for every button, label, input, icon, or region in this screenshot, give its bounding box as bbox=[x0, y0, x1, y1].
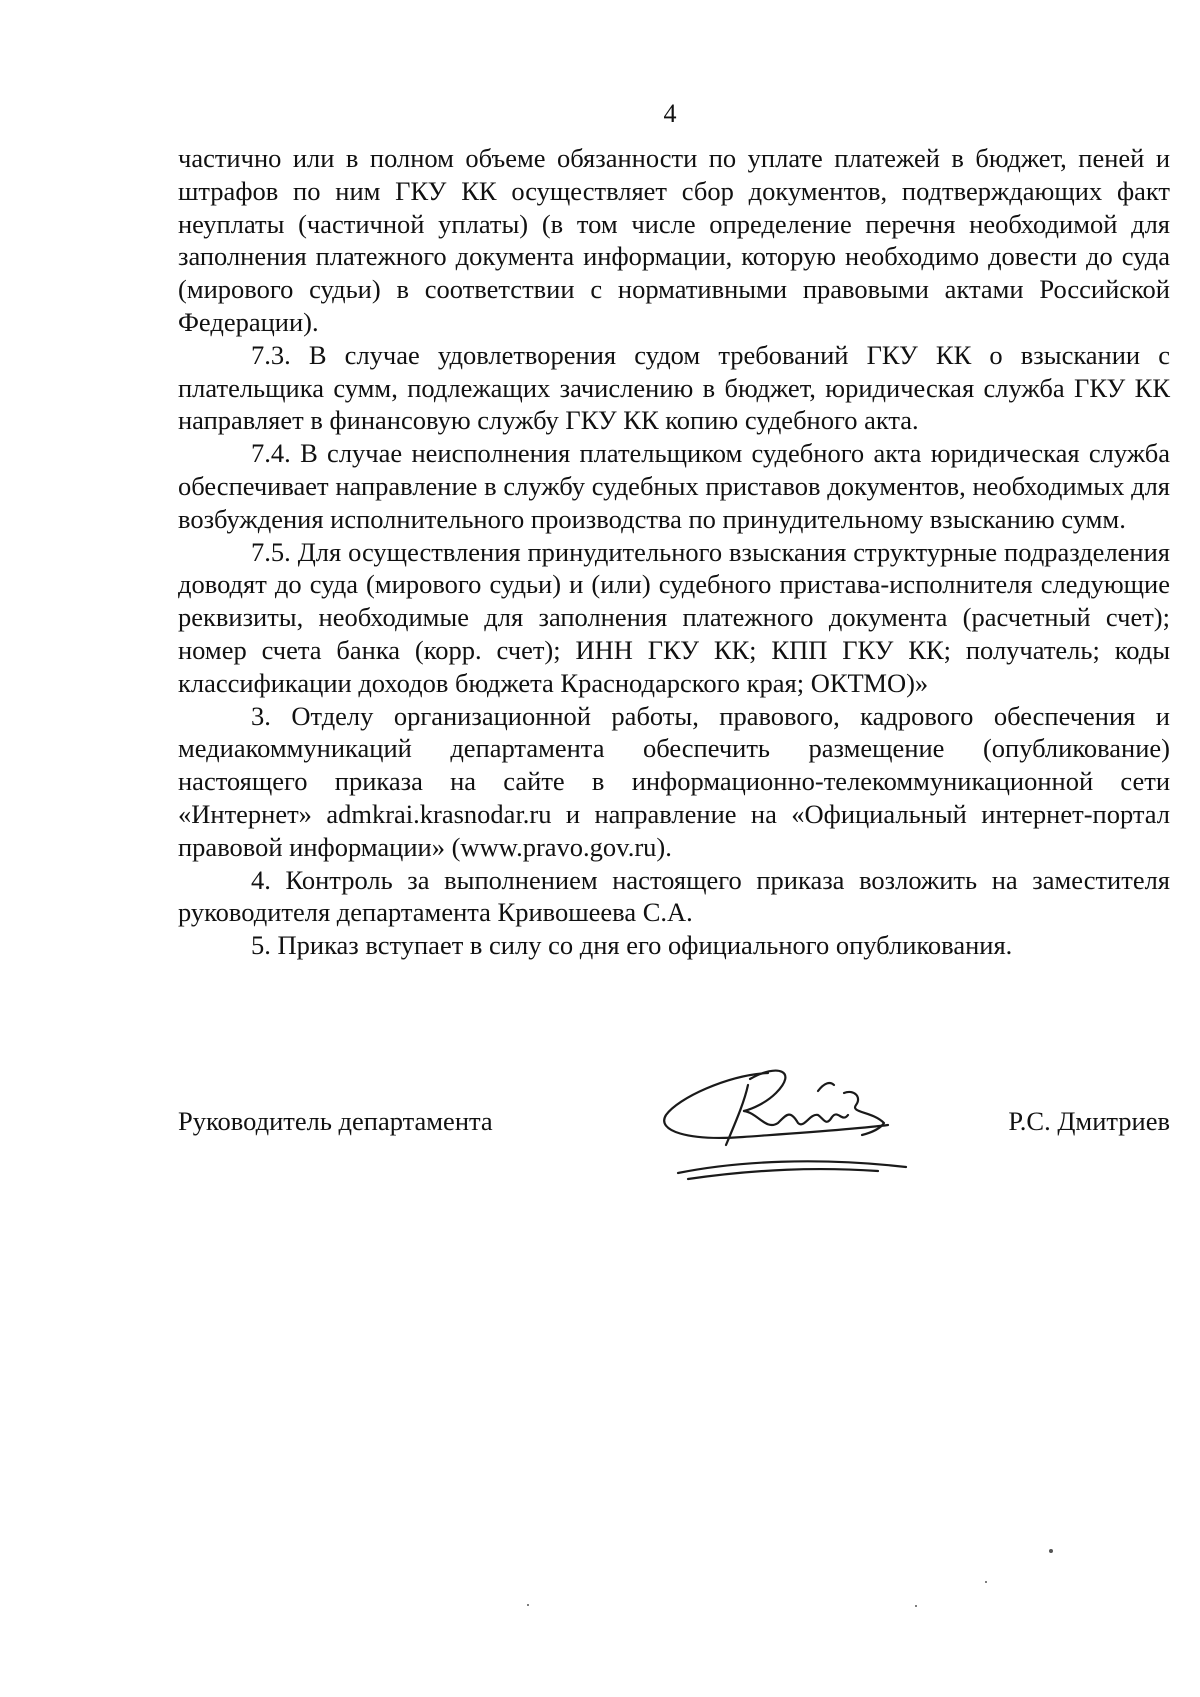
paragraph-7-3: 7.3. В случае удовлетворения судом требований ГКУ КК о взыскании с плательщика сумм, подлежащих зачислению в бюджет, юридическая служба ГКУ КК направляет в финансовую службу ГКУ КК копию судебного акта. bbox=[178, 339, 1170, 436]
paragraph-7-4: 7.4. В случае неисполнения плательщиком судебного акта юридическая служба обеспечивает направление в службу судебных приставов документов, необходимых для возбуждения исполнительного производства по принудительному взысканию сумм. bbox=[178, 438, 1170, 534]
paragraph-7-5: 7.5. Для осуществления принудительного взыскания структурные подразделения доводят до суда (мирового судьи) и (или) судебного пристава-исполнителя следующие реквизиты, необходимые для заполнения платежного документа (расчетный счет); номер счета банка (корр. счет); ИНН ГКУ КК; КПП ГКУ КК; получатель; коды классификации доходов бюджета Краснодарского края; ОКТМО)» bbox=[178, 536, 1170, 698]
paragraph-5: 5. Приказ вступает в силу со дня его официального опубликования. bbox=[251, 930, 1013, 961]
paragraph-3: 3. Отделу организационной работы, правового, кадрового обеспечения и медиакоммуникаций департамента обеспечить размещение (опубликование) настоящего приказа на сайте в информационно-телекоммуникационной сети «Интернет» admkrai.krasnodar.ru и направление на «Официальный интернет-портал правовой информации» (www.pravo.gov.ru). bbox=[178, 700, 1170, 862]
signatory-position: Руководитель департамента bbox=[178, 1106, 493, 1136]
signature-block bbox=[178, 1105, 1170, 1205]
scan-speck bbox=[527, 1604, 529, 1606]
document-body bbox=[178, 142, 1170, 962]
scan-speck bbox=[915, 1605, 917, 1607]
scan-speck bbox=[1049, 1549, 1053, 1553]
page-number: 4 bbox=[663, 99, 677, 128]
signatory-name: Р.С. Дмитриев bbox=[1008, 1106, 1170, 1136]
paragraph-continuation: частично или в полном объеме обязанности по уплате платежей в бюджет, пеней и штрафов по ним ГКУ КК осуществляет сбор документов, подтверждающих факт неуплаты (частичной уплаты) (в том числе определение перечня необходимой для заполнения платежного документа информации, которую необходимо довести до суда (мирового судьи) в соответствии с нормативными правовыми актами Российской Федерации). bbox=[178, 143, 1170, 337]
paragraph-4: 4. Контроль за выполнением настоящего приказа возложить на заместителя руководителя департамента Кривошеева С.А. bbox=[178, 864, 1170, 928]
handwritten-signature bbox=[648, 1053, 928, 1203]
scan-speck bbox=[985, 1581, 987, 1583]
